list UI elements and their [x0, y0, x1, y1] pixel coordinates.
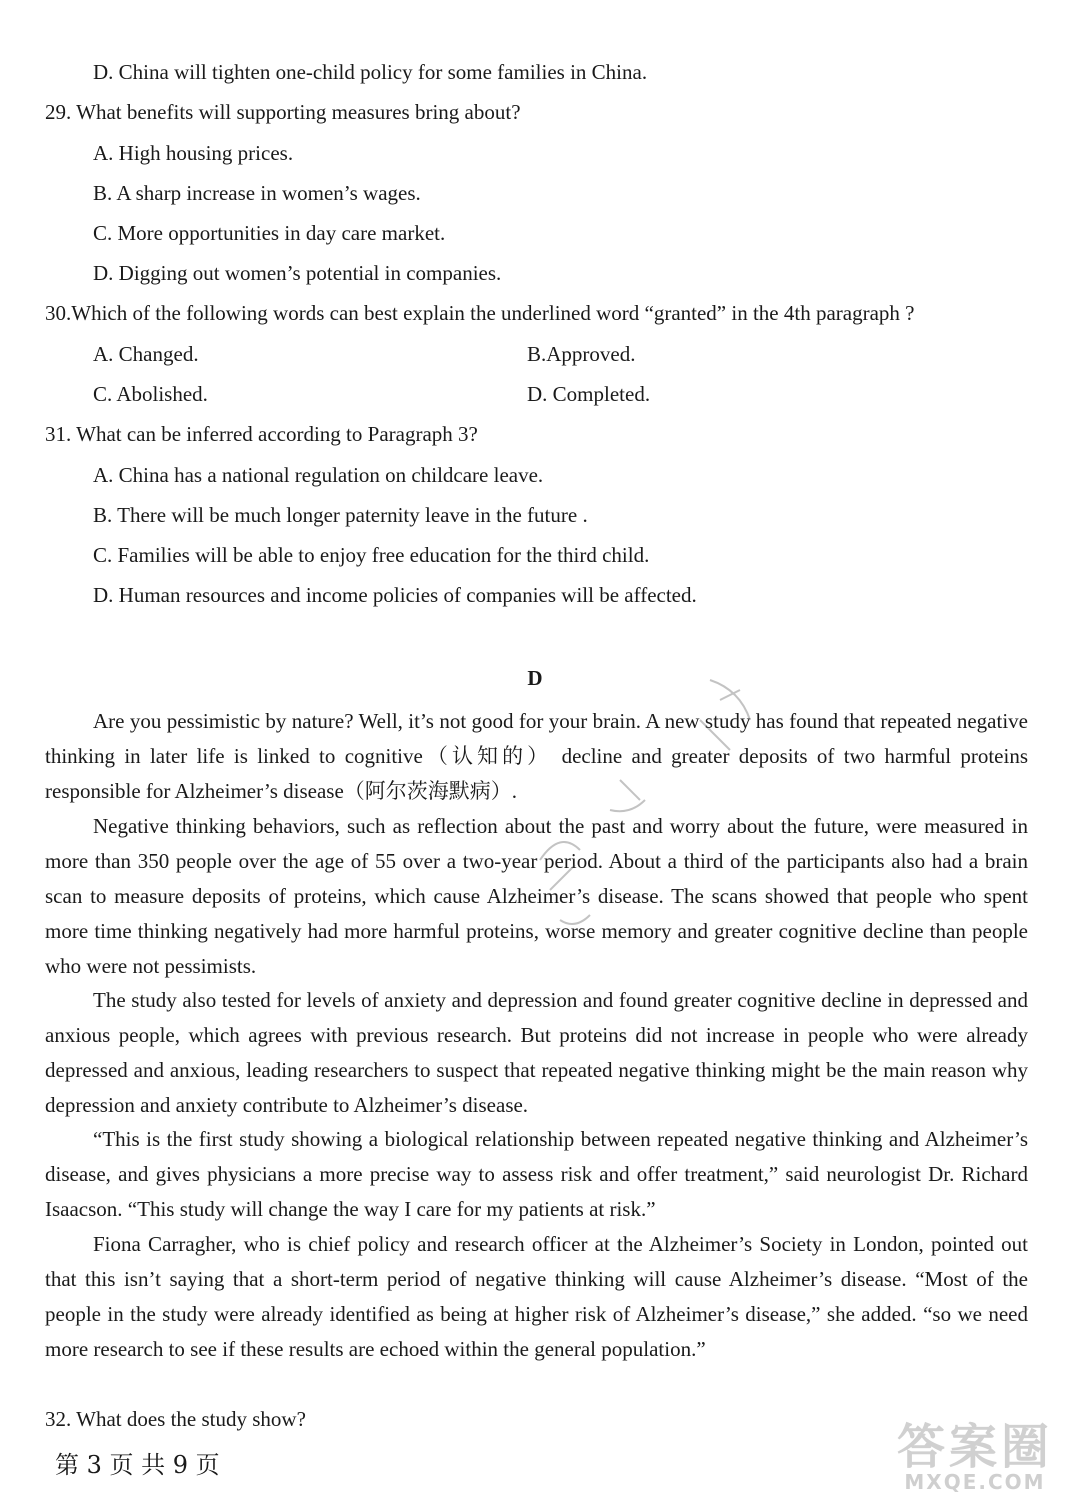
q28-option-d: D. China will tighten one-child policy for some families in China.: [93, 60, 648, 84]
watermark-logo: [880, 1408, 1070, 1498]
q29-option-b: B. A sharp increase in women’s wages.: [93, 181, 421, 205]
passage-paragraph-3: The study also tested for levels of anxiety and depression and found greater cognitive decline in depressed and anxious people, which agrees with previous research. But proteins did not increase in people who were already depressed and anxious, leading researchers to suspect that repeated negative thinking might be the main reason why depression and anxiety contribute to Alzheimer’s disease.: [45, 988, 1028, 1117]
q31-option-d: D. Human resources and income policies of companies will be affected.: [93, 583, 697, 607]
q31-option-b: B. There will be much longer paternity leave in the future .: [93, 503, 588, 527]
q29-question: 29. What benefits will supporting measures bring about?: [45, 100, 521, 124]
q29-option-d: D. Digging out women’s potential in companies.: [93, 261, 502, 285]
page-number-footer: 第 3 页 共 9 页: [55, 1451, 220, 1479]
passage-paragraph-4: “This is the first study showing a biological relationship between repeated negative thinking and Alzheimer’s disease, and gives physicians a more precise way to assess risk and offer treatment,” said neurologist Dr. Richard Isaacson. “This study will change the way I care for my patients at risk.”: [45, 1127, 1028, 1221]
q30-question: 30.Which of the following words can best explain the underlined word “granted” in the 4th paragraph ?: [45, 301, 915, 325]
passage-paragraph-2: Negative thinking behaviors, such as reflection about the past and worry about the future, were measured in more than 350 people over the age of 55 over a two-year period. About a third of the participants also had a brain scan to measure deposits of proteins, which cause Alzheimer’s disease. The scans showed that people who spent more time thinking negatively had more harmful proteins, worse memory and greater cognitive decline than people who were not pessimists.: [45, 814, 1028, 978]
passage-paragraph-5: Fiona Carragher, who is chief policy and research officer at the Alzheimer’s Society in London, pointed out that this isn’t saying that a short-term period of negative thinking will cause Alzheimer’s disease. “Most of the people in the study were already identified as being at higher risk of Alzheimer’s disease,” she added. “so we need more research to see if these results are echoed within the general population.”: [45, 1232, 1028, 1361]
watermark-brand-url: MXQE.COM: [904, 1470, 1046, 1494]
section-d-heading: D: [527, 666, 543, 690]
q30-option-b: B.Approved.: [527, 342, 636, 366]
q29-option-a: A. High housing prices.: [93, 141, 294, 165]
q30-option-d: D. Completed.: [527, 382, 651, 406]
q32-question: 32. What does the study show?: [45, 1407, 306, 1431]
passage-paragraph-1: Are you pessimistic by nature? Well, it’s not good for your brain. A new study has found that repeated negative thinking in later life is linked to cognitive（认知的） decline and greater deposits of two harmful proteins responsible for Alzheimer’s disease（阿尔茨海默病）.: [45, 709, 1028, 803]
q31-question: 31. What can be inferred according to Paragraph 3?: [45, 422, 478, 446]
watermark-brand-text: 答案圈: [896, 1419, 1053, 1475]
q30-option-a: A. Changed.: [93, 342, 199, 366]
q29-option-c: C. More opportunities in day care market.: [93, 221, 446, 245]
q31-option-a: A. China has a national regulation on childcare leave.: [93, 463, 544, 487]
q31-option-c: C. Families will be able to enjoy free education for the third child.: [93, 543, 650, 567]
q30-option-c: C. Abolished.: [93, 382, 208, 406]
